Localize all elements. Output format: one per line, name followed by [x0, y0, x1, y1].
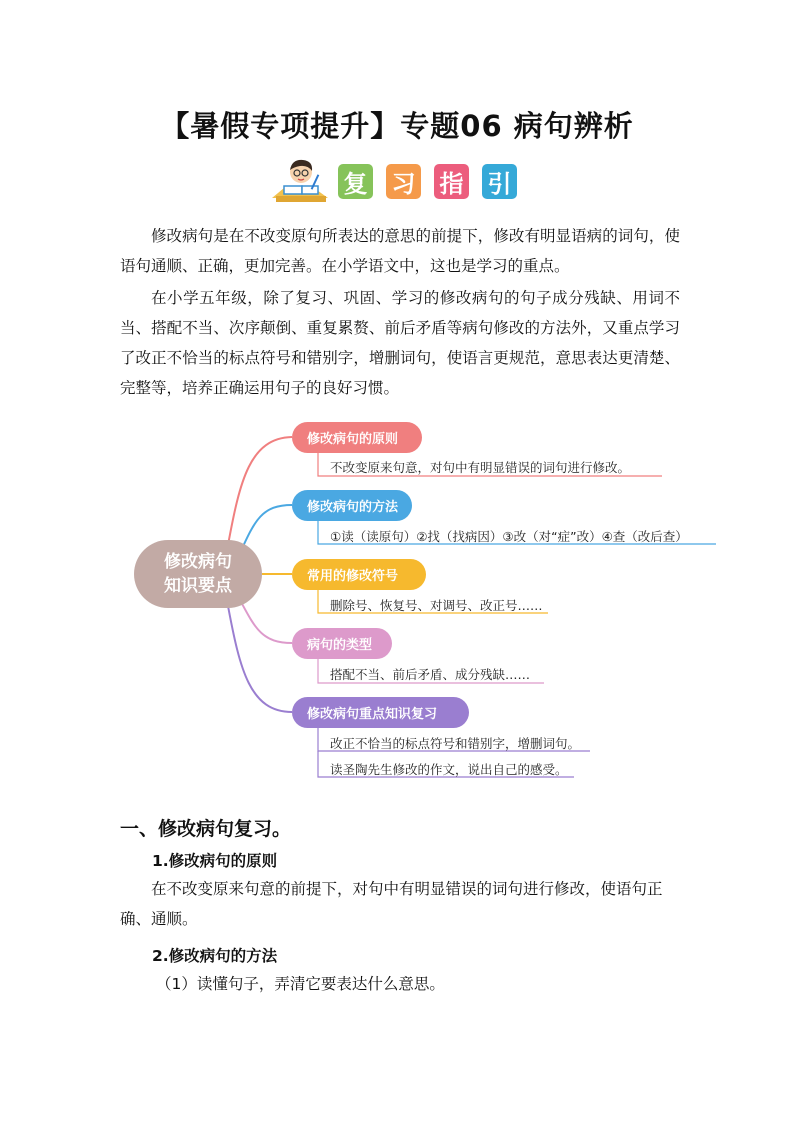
branch-principle: 修改病句的原则 [292, 422, 422, 453]
leaf-types: 搭配不当、前后矛盾、成分残缺…… [330, 667, 531, 682]
guide-tile-point: 指 [434, 164, 469, 199]
branch-method: 修改病句的方法 [292, 490, 412, 521]
leaf-key-review-2: 读圣陶先生修改的作文，说出自己的感受。 [330, 762, 568, 777]
guide-tile-lead: 引 [482, 164, 517, 199]
leaf-key-review-1: 改正不恰当的标点符号和错别字，增删词句。 [330, 736, 581, 751]
method-item-1: （1）读懂句子，弄清它要表达什么意思。 [156, 975, 445, 993]
branch-types: 病句的类型 [292, 628, 392, 659]
guide-tile-practice: 习 [386, 164, 421, 199]
branch-symbols: 常用的修改符号 [292, 559, 426, 590]
subheading-method: 2.修改病句的方法 [152, 947, 278, 965]
subheading-principle: 1.修改病句的原则 [152, 852, 278, 870]
center-line-1: 修改病句 [164, 552, 232, 572]
guide-tile-review: 复 [338, 164, 373, 199]
principle-text: 在不改变原来句意的前提下，对句中有明显错误的词句进行修改，使语句正确、通顺。 [120, 880, 663, 928]
page-title: 【暑假专项提升】专题06 病句辨析 [160, 109, 634, 143]
center-line-2: 知识要点 [164, 576, 232, 596]
leaf-method: ①读（读原句）②找（找病因）③改（对“症”改）④查（改后查） [330, 529, 688, 544]
leaf-principle: 不改变原来句意，对句中有明显错误的词句进行修改。 [330, 460, 631, 475]
intro-paragraph-1: 修改病句是在不改变原句所表达的意思的前提下，修改有明显语病的词句，使语句通顺、正确，更加完善。在小学语文中，这也是学习的重点。 [120, 227, 680, 275]
branch-key-review: 修改病句重点知识复习 [292, 697, 469, 728]
intro-paragraph-2: 在小学五年级，除了复习、巩固、学习的修改病句的句子成分残缺、用词不当、搭配不当、次序颠倒、重复累赘、前后矛盾等病句修改的方法外，又重点学习了改正不恰当的标点符号和错别字，增删词句，使语言更规范，意思表达更清楚、完整等，培养正确运用句子的良好习惯。 [120, 289, 680, 397]
leaf-symbols: 删除号、恢复号、对调号、改正号…… [330, 598, 543, 613]
section-heading: 一、修改病句复习。 [120, 818, 292, 840]
mindmap-center-node [134, 540, 262, 608]
